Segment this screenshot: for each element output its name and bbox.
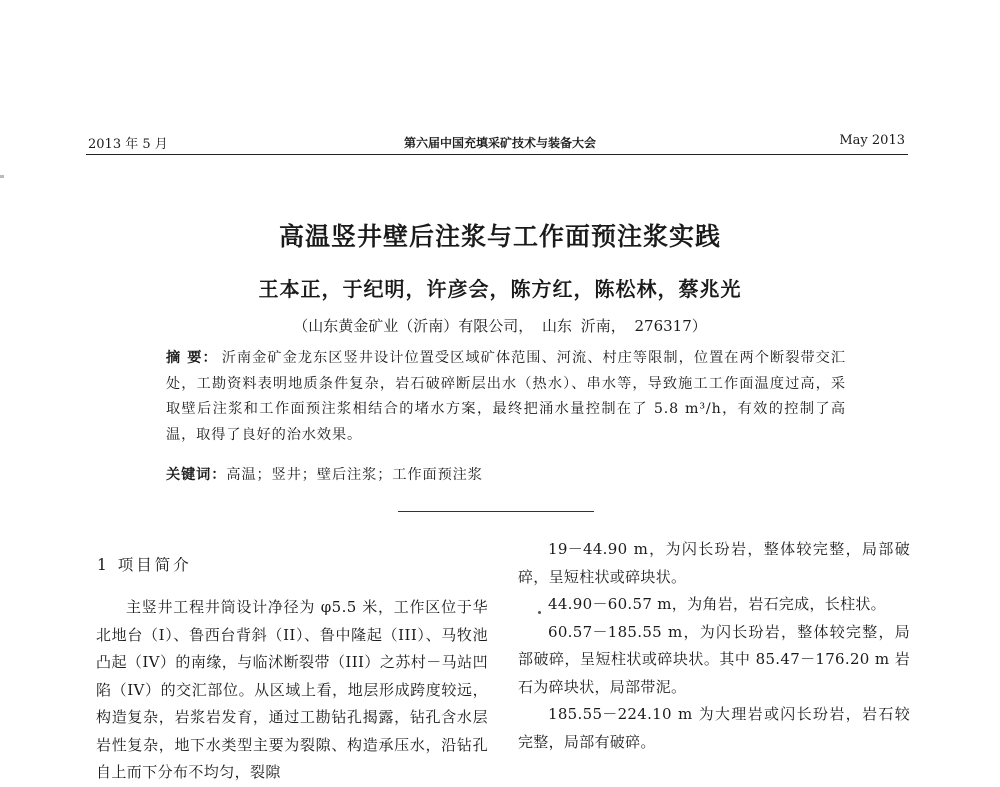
abstract-divider [398, 511, 594, 512]
right-column [518, 536, 910, 756]
abstract-text: 沂南金矿金龙东区竖井设计位置受区域矿体范围、河流、村庄等限制，位置在两个断裂带交汇处，工勘资料表明地质条件复杂，岩石破碎断层出水（热水）、串水等，导致施工工作面温度过高，采取壁后注浆和工作面预注浆相结合的堵水方案，最终把涌水量控制在了 5.8 m³/h，有效的控制了高温，取得了良好的治水效果。 [166, 350, 847, 443]
abstract [166, 346, 846, 448]
left-column [96, 594, 488, 787]
author-list: 王本正，于纪明，许彦会，陈方红，陈松林，蔡兆光 [258, 277, 742, 301]
keywords [166, 464, 846, 484]
header-date-cn: 2013 年 5 月 [88, 137, 168, 152]
paper-title: 高温竖井壁后注浆与工作面预注浆实践 [278, 222, 721, 251]
header-rule [86, 154, 908, 155]
affiliation: （山东黄金矿业（沂南）有限公司， 山东 沂南， 276317） [293, 317, 707, 335]
section-heading: 1 项目简介 [97, 556, 192, 574]
strata-paragraph: 60.57－185.55 m，为闪长玢岩，整体较完整，局部破碎，呈短柱状或碎块状。其中 85.47－176.20 m 岩石为碎块状，局部带泥。 [518, 622, 910, 696]
scan-speck [538, 611, 541, 614]
keywords-label: 关键词： [166, 467, 227, 483]
keywords-text: 高温；竖井；壁后注浆；工作面预注浆 [226, 467, 483, 483]
strata-paragraph: 44.90－60.57 m，为角岩，岩石完成，长柱状。 [548, 595, 886, 613]
header-conference-name: 第六届中国充填采矿技术与装备大会 [403, 136, 596, 150]
strata-paragraph: 185.55－224.10 m 为大理岩或闪长玢岩，岩石较完整，局部有破碎。 [518, 705, 910, 751]
strata-paragraph: 19－44.90 m，为闪长玢岩，整体较完整，局部破碎，呈短柱状或碎块状。 [518, 540, 910, 586]
abstract-label: 摘 要： [166, 350, 218, 366]
header-date-en: May 2013 [839, 133, 905, 148]
body-paragraph: 主竖井工程井筒设计净径为 φ5.5 米，工作区位于华北地台（I）、鲁西台背斜（II）、鲁中隆起（III）、马牧池凸起（IV）的南缘，与临沭断裂带（III）之苏村－马站凹陷（IV）的交汇部位。从区域上看，地层形成跨度较远，构造复杂，岩浆岩发育，通过工勘钻孔揭露，钻孔含水层岩性复杂，地下水类型主要为裂隙、构造承压水，沿钻孔自上而下分布不均匀，裂隙 [96, 598, 488, 781]
scan-edge-mark [0, 175, 4, 178]
